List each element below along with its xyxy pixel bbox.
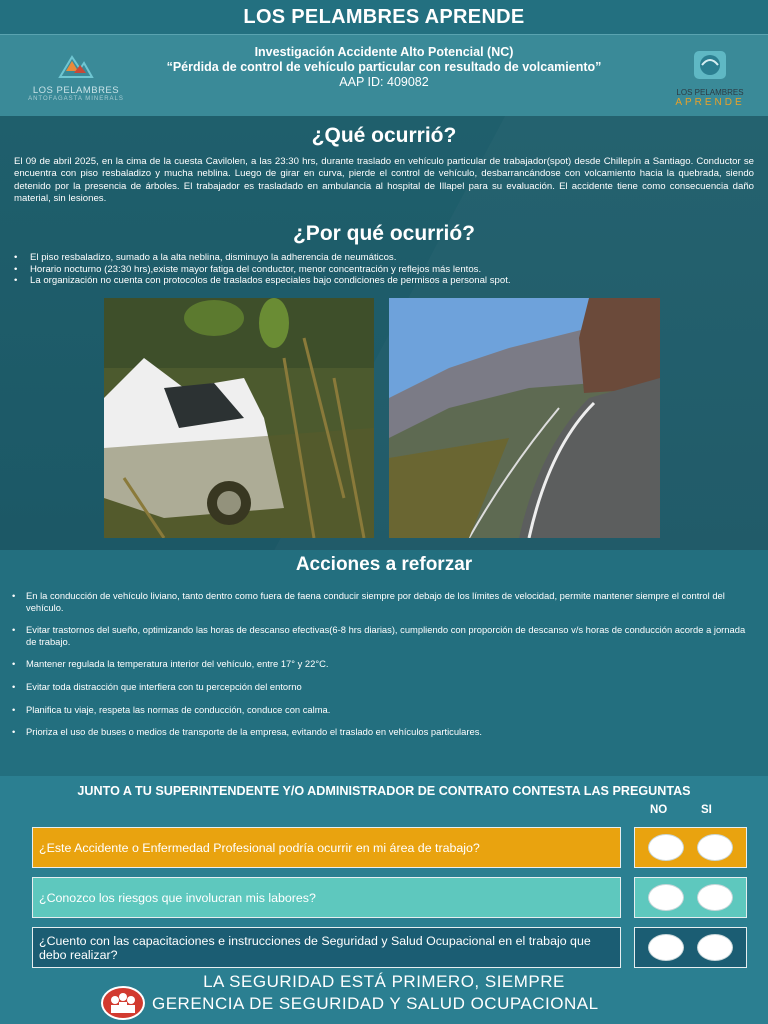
header [0, 34, 768, 116]
question-1: ¿Este Accidente o Enfermedad Profesional podría ocurrir en mi área de trabajo? [32, 827, 621, 868]
answer-box-2 [634, 877, 747, 918]
main-section [0, 116, 768, 550]
list-item: • Prioriza el uso de buses o medios de transporte de la empresa, evitando el traslado en vehículos particulares. [12, 726, 757, 738]
accident-car-photo [104, 298, 374, 538]
logo-right-text1: LOS PELAMBRES [676, 88, 744, 97]
causes-list [14, 252, 754, 287]
logo-right-text2: APRENDE [675, 97, 745, 108]
investigation-type: Investigación Accidente Alto Potencial (NC) [254, 45, 514, 59]
investigation-name: “Pérdida de control de vehículo particular con resultado de volcamiento” [166, 60, 602, 74]
banner-title: LOS PELAMBRES APRENDE [243, 5, 525, 28]
los-pelambres-logo [28, 51, 124, 103]
answer-box-1 [634, 827, 747, 868]
answer-no-1[interactable] [648, 834, 684, 861]
list-item: • Evitar trastornos del sueño, optimizando las horas de descanso efectivas(6-8 hrs diarias), cumpliendo con proporción de descanso v/s horas de conducción acorde a jornada de trabajo. [12, 624, 757, 647]
answer-si-2[interactable] [697, 884, 733, 911]
list-item: • Planifica tu viaje, respeta las normas de conducción, conduce con calma. [12, 704, 757, 716]
que-ocurrio-title: ¿Qué ocurrió? [311, 124, 457, 147]
logo-left-text: LOS PELAMBRES [32, 85, 120, 96]
list-item: • Horario nocturno (23:30 hrs),existe mayor fatiga del conductor, menor concentración y reflejos más lentos. [14, 264, 754, 276]
question-2: ¿Conozco los riesgos que involucran mis labores? [32, 877, 621, 918]
aap-id: AAP ID: 409082 [339, 75, 429, 89]
mountain-logo-icon [56, 51, 96, 79]
footer-slogan: LA SEGURIDAD ESTÁ PRIMERO, SIEMPRE [203, 972, 565, 991]
question-3: ¿Cuento con las capacitaciones e instrucciones de Seguridad y Salud Ocupacional en el trabajo que debo realizar? [32, 927, 621, 968]
answer-box-3 [634, 927, 747, 968]
list-item: • La organización no cuenta con protocolos de traslados especiales bajo condiciones de permisos a personal spot. [14, 275, 754, 287]
no-column-header: NO [650, 804, 668, 816]
answer-si-3[interactable] [697, 934, 733, 961]
list-item: • El piso resbaladizo, sumado a la alta neblina, disminuyo la adherencia de neumáticos. [14, 252, 754, 264]
safety-team-icon [101, 986, 145, 1020]
top-banner [0, 0, 768, 34]
answer-no-2[interactable] [648, 884, 684, 911]
road-curve-photo [389, 298, 660, 538]
acciones-title: Acciones a reforzar [295, 554, 473, 575]
por-que-title: ¿Por qué ocurrió? [292, 222, 475, 245]
logo-left-sub: ANTOFAGASTA MINERALS [28, 96, 124, 102]
investigation-titles [120, 45, 648, 90]
answer-no-3[interactable] [648, 934, 684, 961]
questions-section [0, 776, 768, 1024]
que-ocurrio-text: El 09 de abril 2025, en la cima de la cuesta Cavilolen, a las 23:30 hrs, durante traslado en vehículo particular de trabajador(spot) desde Chillepín a Santiago. Conductor se encuentra con piso resbaladizo y mucha neblina. Luego de girar en curva, pierde el control de vehículo, desbarrancándose con volcamiento hacia la quebrada, siendo detenido por la presencia de árboles. El trabajador es trasladado en ambulancia al hospital de Illapel para su evaluación. El accidente tiene como consecuencia daño material, sin lesiones. [14, 156, 754, 205]
aprende-badge-icon [690, 49, 730, 81]
list-item: • En la conducción de vehículo liviano, tanto dentro como fuera de faena conducir siempre por debajo de los límites de velocidad, permite mantener siempre el control del vehículo. [12, 590, 757, 613]
list-item: • Mantener regulada la temperatura interior del vehículo, entre 17° y 22°C. [12, 658, 757, 670]
si-column-header: SI [701, 804, 712, 816]
list-item: • Evitar toda distracción que interfiera con tu percepción del entorno [12, 681, 757, 693]
answer-si-1[interactable] [697, 834, 733, 861]
footer-department: GERENCIA DE SEGURIDAD Y SALUD OCUPACIONAL [152, 994, 599, 1013]
actions-list [12, 590, 757, 749]
acciones-section [0, 550, 768, 776]
questions-heading: JUNTO A TU SUPERINTENDENTE Y/O ADMINISTRADOR DE CONTRATO CONTESTA LAS PREGUNTAS [77, 784, 691, 798]
aprende-logo [664, 49, 756, 109]
